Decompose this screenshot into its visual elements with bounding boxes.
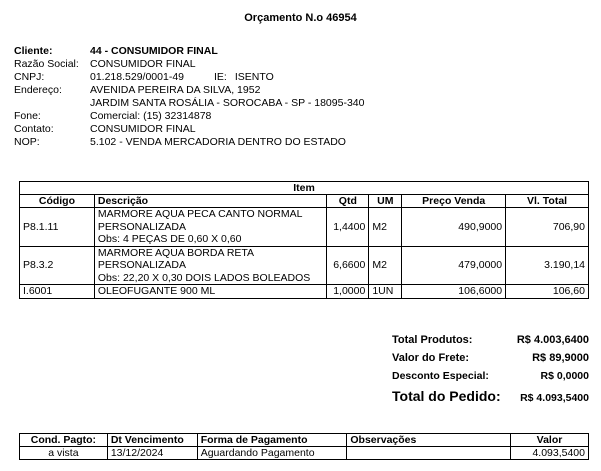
endereco-line2: JARDIM SANTA ROSÁLIA - SOROCABA - SP - 18095-340 [90,97,365,109]
item-code: P8.1.11 [20,208,95,247]
razao-value: CONSUMIDOR FINAL [90,58,196,70]
total-produtos-value: R$ 4.003,6400 [516,334,589,346]
pay-obs [347,447,511,460]
pay-cond: a vista [20,447,108,460]
items-group-header: Item [20,182,589,195]
fone-value: Comercial: (15) 32314878 [90,110,212,122]
nop-row [14,136,364,149]
col-header-um: UM [369,195,402,208]
item-code: P8.3.2 [20,246,95,285]
endereco-line1: AVENIDA PEREIRA DA SILVA, 1952 [90,84,261,96]
pay-header-venc: Dt Vencimento [107,434,197,447]
item-price: 479,0000 [402,246,506,285]
col-header-descricao: Descrição [94,195,326,208]
client-label: Cliente: [14,45,53,57]
frete-label: Valor do Frete: [392,352,470,364]
item-unit: 1UN [369,285,402,299]
client-info [14,45,364,149]
item-total: 106,60 [506,285,589,299]
frete-row [392,352,589,370]
contato-row [14,123,364,136]
item-price: 106,6000 [402,285,506,299]
item-unit: M2 [369,246,402,285]
client-row [14,45,364,58]
table-row [20,208,589,247]
endereco-row-2 [14,97,364,110]
item-total: 706,90 [506,208,589,247]
pay-header-forma: Forma de Pagamento [197,434,347,447]
frete-value: R$ 89,9000 [532,352,589,364]
endereco-row [14,84,364,97]
nop-label: NOP: [14,136,40,148]
col-header-preco: Preço Venda [402,195,506,208]
total-pedido-value: R$ 4.093,5400 [520,392,589,404]
contato-label: Contato: [14,123,54,135]
table-row [20,447,589,460]
total-produtos-label: Total Produtos: [392,334,473,346]
col-header-codigo: Código [20,195,95,208]
totals-block [392,334,589,408]
item-qty: 1,0000 [327,285,369,299]
cnpj-row [14,71,364,84]
desconto-label: Desconto Especial: [392,370,489,382]
item-qty: 1,4400 [327,208,369,247]
pay-valor: 4.093,5400 [511,447,589,460]
pay-header-valor: Valor [511,434,589,447]
total-pedido-row [392,388,589,408]
razao-row [14,58,364,71]
col-header-qtd: Qtd [327,195,369,208]
item-description: MARMORE AQUA PECA CANTO NORMAL PERSONALIZADA Obs: 4 PEÇAS DE 0,60 X 0,60 [94,208,326,247]
desconto-value: R$ 0,0000 [540,370,589,382]
pay-forma: Aguardando Pagamento [197,447,347,460]
item-total: 3.190,14 [506,246,589,285]
fone-label: Fone: [14,110,41,122]
item-unit: M2 [369,208,402,247]
item-code: I.6001 [20,285,95,299]
endereco-label: Endereço: [14,84,62,96]
fone-row [14,110,364,123]
col-header-total: Vl. Total [506,195,589,208]
document-title: Orçamento N.o 46954 [244,12,357,24]
ie-label: IE: [214,71,227,83]
cnpj-label: CNPJ: [14,71,45,83]
client-value: 44 - CONSUMIDOR FINAL [90,45,218,57]
contato-value: CONSUMIDOR FINAL [90,123,196,135]
cnpj-value: 01.218.529/0001-49 [90,71,185,83]
pay-venc: 13/12/2024 [107,447,197,460]
items-table [19,181,589,299]
item-description: MARMORE AQUA BORDA RETA PERSONALIZADA Obs: 22,20 X 0,30 DOIS LADOS BOLEADOS [94,246,326,285]
item-price: 490,9000 [402,208,506,247]
total-pedido-label: Total do Pedido: [392,388,501,404]
table-row [20,285,589,299]
payment-table [19,433,589,460]
total-produtos-row [392,334,589,352]
nop-value: 5.102 - VENDA MERCADORIA DENTRO DO ESTADO [90,136,346,148]
item-description: OLEOFUGANTE 900 ML [94,285,326,299]
ie-value: ISENTO [234,71,274,83]
pay-header-cond: Cond. Pagto: [20,434,108,447]
table-row [20,246,589,285]
desconto-row [392,370,589,388]
pay-header-obs: Observações [347,434,511,447]
item-qty: 6,6600 [327,246,369,285]
razao-label: Razão Social: [14,58,79,70]
